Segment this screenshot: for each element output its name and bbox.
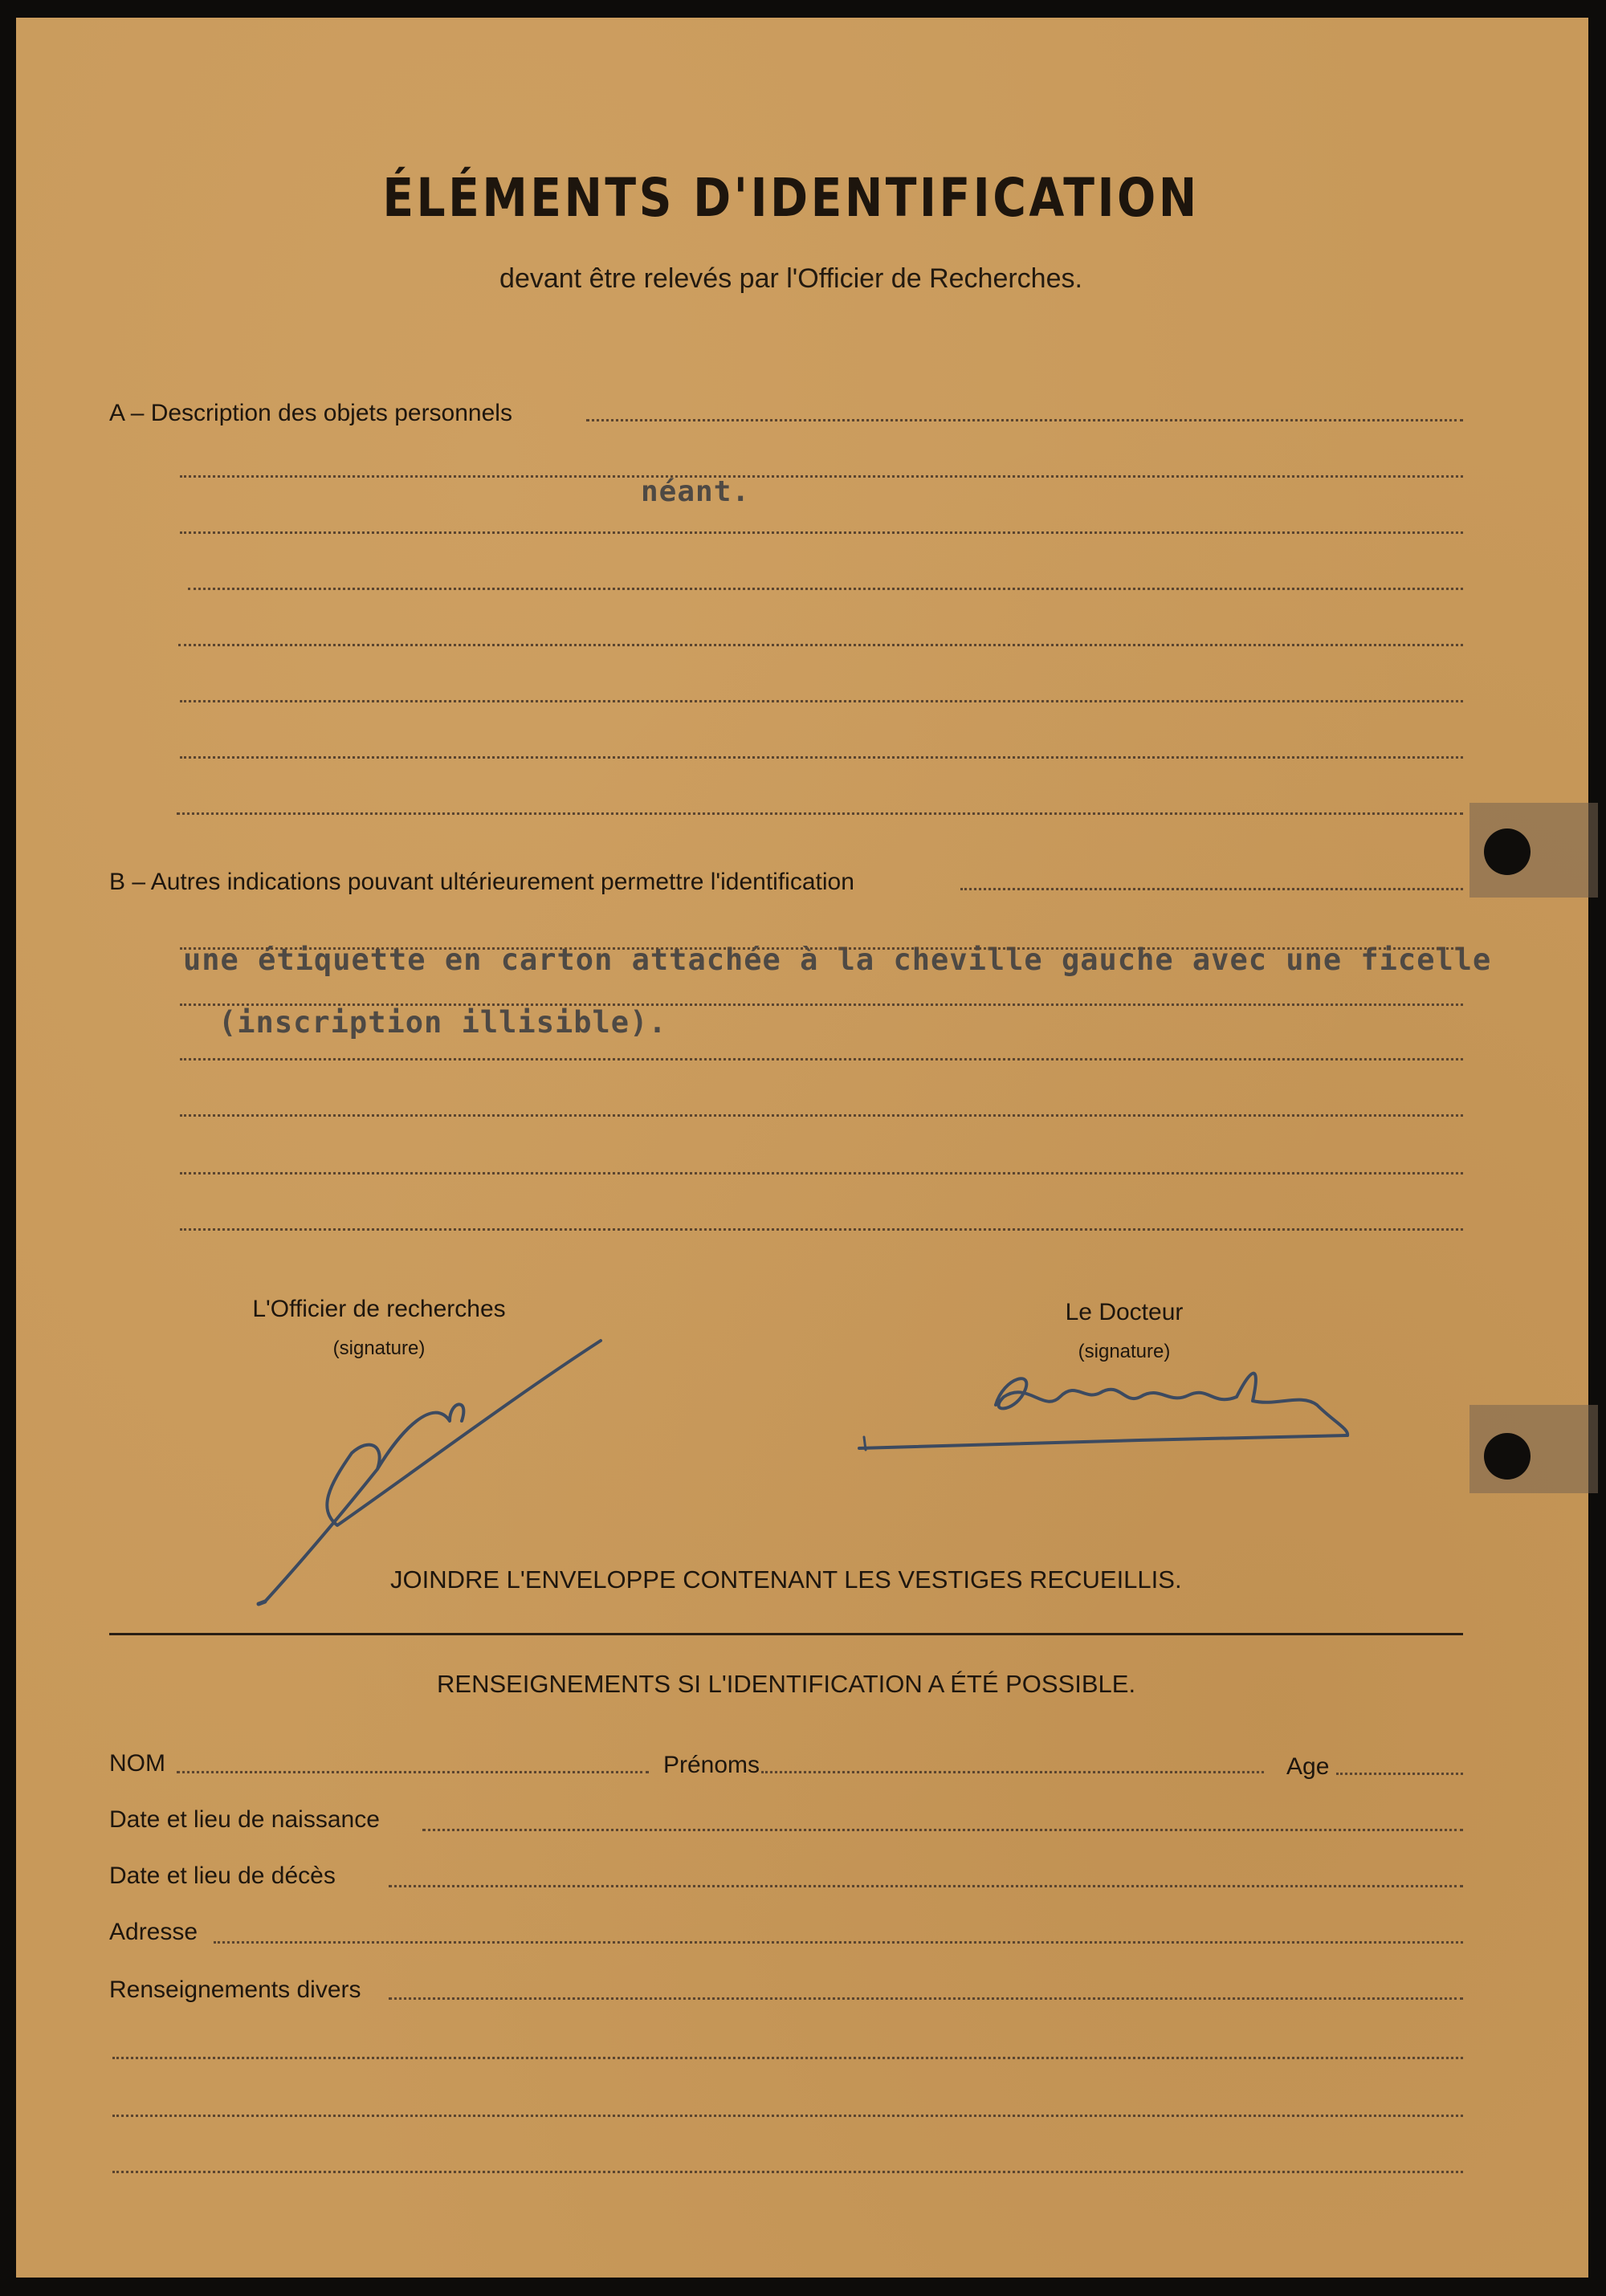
divers-line-1 — [389, 1997, 1463, 2000]
doctor-signature-sub: (signature) — [1078, 1341, 1171, 1362]
officer-signature-sub: (signature) — [332, 1337, 426, 1359]
nom-label: NOM — [109, 1750, 165, 1777]
divers-line-2 — [112, 2057, 1463, 2059]
deces-label: Date et lieu de décès — [109, 1862, 336, 1889]
prenoms-line — [761, 1771, 1264, 1773]
deces-line — [389, 1885, 1463, 1887]
nom-line — [177, 1771, 649, 1773]
section-divider — [109, 1633, 1463, 1635]
instruction-text: JOINDRE L'ENVELOPPE CONTENANT LES VESTIGES RECUEILLIS. — [390, 1565, 1182, 1594]
form-title: ÉLÉMENTS D'IDENTIFICATION — [382, 167, 1200, 229]
adresse-line — [214, 1941, 1463, 1944]
section-b-typed-line-2: (inscription illisible). — [218, 1005, 667, 1040]
officer-signature-stroke — [327, 1341, 601, 1525]
adresse-label: Adresse — [109, 1919, 198, 1945]
section-b-typed-line-1: une étiquette en carton attachée à la cheville gauche avec une ficelle — [183, 942, 1492, 977]
prenoms-label: Prénoms — [663, 1752, 760, 1778]
section-a-typed-text: néant. — [641, 475, 751, 508]
doctor-signature-label: Le Docteur — [1065, 1299, 1184, 1325]
age-line — [1336, 1773, 1463, 1775]
section-b-label: B – Autres indications pouvant ultérieurement permettre l'identification — [109, 869, 854, 895]
age-label: Age — [1286, 1753, 1330, 1780]
naissance-label: Date et lieu de naissance — [109, 1806, 380, 1833]
section-a-label: A – Description des objets personnels — [109, 400, 512, 426]
doctor-signature-stroke — [996, 1374, 1347, 1435]
divers-label: Renseignements divers — [109, 1976, 361, 2003]
officer-signature-label: L'Officier de recherches — [252, 1296, 506, 1322]
divers-line-3 — [112, 2115, 1463, 2117]
divers-line-4 — [112, 2171, 1463, 2173]
naissance-line — [422, 1829, 1463, 1831]
identification-heading: RENSEIGNEMENTS SI L'IDENTIFICATION A ÉTÉ POSSIBLE. — [437, 1670, 1136, 1698]
form-subtitle: devant être relevés par l'Officier de Recherches. — [499, 263, 1082, 294]
